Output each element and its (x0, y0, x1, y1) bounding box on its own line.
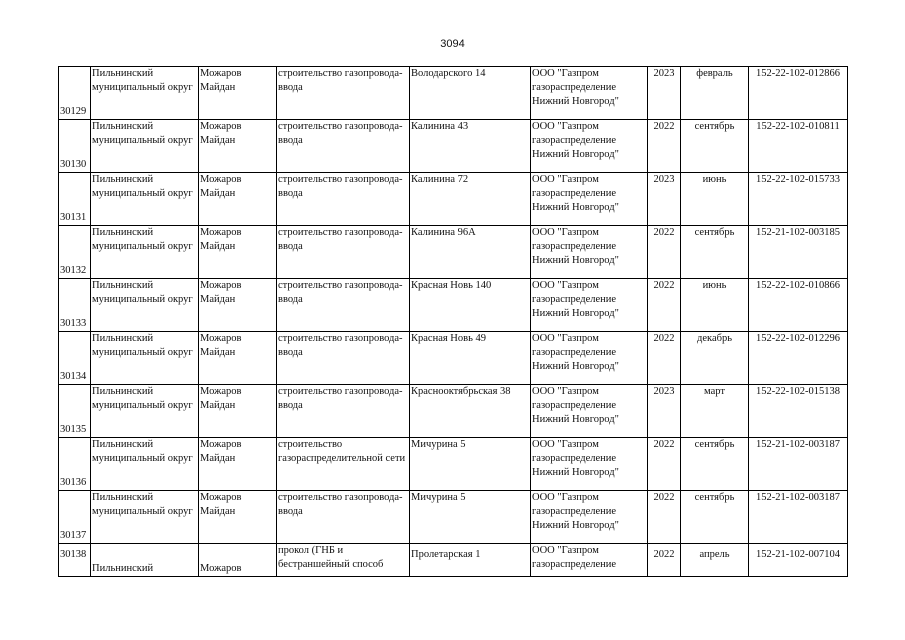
cell-settlement (199, 279, 277, 332)
cell-settlement-line: Можаров (200, 492, 242, 503)
cell-code: 152-22-102-015138 (749, 385, 848, 438)
table-row (59, 491, 848, 544)
cell-settlement-line: Можаров (200, 280, 242, 291)
cell-work-type-line: ввода (278, 241, 303, 252)
cell-organization-line: ООО "Газпром (532, 333, 599, 344)
cell-settlement-line: Можаров (200, 333, 242, 344)
table-row (59, 279, 848, 332)
cell-organization-line: Нижний Новгород" (532, 361, 619, 372)
cell-settlement (199, 544, 277, 577)
cell-organization (531, 120, 648, 173)
cell-work-type-line: строительство газопровода- (278, 386, 403, 397)
cell-district-line: Пильнинский (92, 280, 154, 291)
cell-address: Краснооктябрьская 38 (410, 385, 531, 438)
cell-code: 152-22-102-012866 (749, 67, 848, 120)
cell-month: декабрь (681, 332, 749, 385)
cell-work-type-line: строительство газопровода- (278, 68, 403, 79)
cell-district-line: муниципальный округ (92, 135, 193, 146)
cell-address: Калинина 72 (410, 173, 531, 226)
table-row (59, 332, 848, 385)
cell-organization-line: газораспределение (532, 188, 617, 199)
cell-number: 30135 (59, 385, 91, 438)
cell-organization-line: ООО "Газпром (532, 68, 599, 79)
cell-organization (531, 385, 648, 438)
cell-settlement-line: Майдан (200, 294, 236, 305)
cell-number: 30134 (59, 332, 91, 385)
cell-address: Мичурина 5 (410, 438, 531, 491)
cell-organization-line: ООО "Газпром (532, 121, 599, 132)
cell-district-line: муниципальный округ (92, 241, 193, 252)
cell-work-type-line: строительство (278, 439, 343, 450)
cell-organization-line: газораспределение (532, 82, 617, 93)
cell-work-type-line: бестраншейный способ (278, 559, 384, 570)
cell-year: 2022 (648, 544, 681, 577)
cell-work-type-line: строительство газопровода- (278, 492, 403, 503)
cell-organization (531, 279, 648, 332)
cell-district-line: муниципальный округ (92, 347, 193, 358)
cell-work-type-line: ввода (278, 400, 303, 411)
cell-work-type (277, 438, 410, 491)
cell-district (91, 491, 199, 544)
cell-district (91, 385, 199, 438)
cell-month: февраль (681, 67, 749, 120)
cell-district-line: муниципальный округ (92, 188, 193, 199)
cell-district-line: Пильнинский (92, 492, 154, 503)
cell-organization-line: газораспределение (532, 559, 617, 570)
cell-year: 2023 (648, 385, 681, 438)
cell-year: 2022 (648, 332, 681, 385)
cell-work-type-line: ввода (278, 347, 303, 358)
cell-settlement (199, 173, 277, 226)
cell-organization (531, 544, 648, 577)
cell-settlement-line: Можаров (200, 563, 242, 574)
cell-settlement-line: Майдан (200, 347, 236, 358)
cell-code: 152-22-102-010866 (749, 279, 848, 332)
cell-district-line: Пильнинский (92, 227, 154, 238)
cell-organization-line: ООО "Газпром (532, 227, 599, 238)
cell-settlement-line: Можаров (200, 439, 242, 450)
cell-district-line: Пильнинский (92, 68, 154, 79)
cell-organization-line: Нижний Новгород" (532, 202, 619, 213)
cell-month: июнь (681, 173, 749, 226)
cell-settlement-line: Можаров (200, 68, 242, 79)
cell-work-type (277, 332, 410, 385)
cell-number: 30133 (59, 279, 91, 332)
cell-work-type (277, 544, 410, 577)
cell-work-type-line: ввода (278, 135, 303, 146)
cell-number: 30137 (59, 491, 91, 544)
cell-year: 2022 (648, 438, 681, 491)
cell-district-line: муниципальный округ (92, 453, 193, 464)
cell-number: 30136 (59, 438, 91, 491)
cell-organization (531, 173, 648, 226)
cell-year: 2022 (648, 226, 681, 279)
cell-organization-line: газораспределение (532, 241, 617, 252)
cell-work-type-line: ввода (278, 506, 303, 517)
cell-settlement (199, 385, 277, 438)
cell-settlement-line: Можаров (200, 227, 242, 238)
cell-organization-line: газораспределение (532, 506, 617, 517)
cell-work-type-line: строительство газопровода- (278, 174, 403, 185)
cell-number: 30130 (59, 120, 91, 173)
cell-district-line: муниципальный округ (92, 506, 193, 517)
cell-settlement (199, 332, 277, 385)
cell-work-type-line: строительство газопровода- (278, 227, 403, 238)
cell-year: 2022 (648, 491, 681, 544)
registry-rows (59, 67, 848, 577)
cell-organization (531, 332, 648, 385)
cell-organization (531, 438, 648, 491)
cell-month: сентябрь (681, 120, 749, 173)
cell-district (91, 173, 199, 226)
table-row (59, 120, 848, 173)
cell-address: Красная Новь 140 (410, 279, 531, 332)
cell-organization-line: Нижний Новгород" (532, 414, 619, 425)
cell-organization-line: газораспределение (532, 294, 617, 305)
cell-settlement (199, 120, 277, 173)
cell-work-type-line: ввода (278, 82, 303, 93)
cell-work-type (277, 279, 410, 332)
cell-month: март (681, 385, 749, 438)
table-row (59, 385, 848, 438)
cell-work-type-line: ввода (278, 188, 303, 199)
cell-organization-line: газораспределение (532, 347, 617, 358)
cell-district (91, 544, 199, 577)
cell-settlement-line: Можаров (200, 174, 242, 185)
cell-settlement-line: Майдан (200, 506, 236, 517)
cell-organization-line: Нижний Новгород" (532, 255, 619, 266)
cell-district (91, 226, 199, 279)
cell-month: июнь (681, 279, 749, 332)
cell-district (91, 332, 199, 385)
table-row (59, 67, 848, 120)
cell-work-type-line: ввода (278, 294, 303, 305)
cell-work-type (277, 67, 410, 120)
cell-organization-line: ООО "Газпром (532, 174, 599, 185)
cell-district (91, 438, 199, 491)
cell-district (91, 120, 199, 173)
cell-settlement (199, 438, 277, 491)
cell-work-type-line: газораспределительной сети (278, 453, 406, 464)
cell-settlement-line: Майдан (200, 453, 236, 464)
cell-work-type (277, 226, 410, 279)
cell-settlement-line: Майдан (200, 82, 236, 93)
table-row (59, 226, 848, 279)
cell-settlement-line: Майдан (200, 188, 236, 199)
cell-work-type (277, 491, 410, 544)
cell-organization (531, 226, 648, 279)
cell-organization-line: газораспределение (532, 135, 617, 146)
cell-work-type (277, 173, 410, 226)
cell-district (91, 67, 199, 120)
cell-district-line: муниципальный округ (92, 82, 193, 93)
cell-address: Пролетарская 1 (410, 544, 531, 577)
cell-address: Красная Новь 49 (410, 332, 531, 385)
cell-settlement (199, 67, 277, 120)
cell-district-line: Пильнинский (92, 563, 154, 574)
cell-month: апрель (681, 544, 749, 577)
cell-year: 2022 (648, 120, 681, 173)
cell-number: 30132 (59, 226, 91, 279)
cell-district-line: Пильнинский (92, 386, 154, 397)
table-row (59, 173, 848, 226)
cell-settlement-line: Можаров (200, 121, 242, 132)
cell-work-type-line: строительство газопровода- (278, 333, 403, 344)
cell-organization-line: Нижний Новгород" (532, 467, 619, 478)
cell-settlement (199, 491, 277, 544)
registry-table (58, 66, 848, 577)
cell-organization-line: ООО "Газпром (532, 439, 599, 450)
cell-settlement-line: Майдан (200, 400, 236, 411)
cell-code: 152-21-102-003185 (749, 226, 848, 279)
cell-code: 152-21-102-003187 (749, 491, 848, 544)
cell-organization-line: ООО "Газпром (532, 386, 599, 397)
cell-organization (531, 491, 648, 544)
cell-settlement (199, 226, 277, 279)
cell-work-type-line: строительство газопровода- (278, 121, 403, 132)
cell-organization-line: ООО "Газпром (532, 492, 599, 503)
cell-organization-line: ООО "Газпром (532, 545, 599, 556)
cell-number: 30129 (59, 67, 91, 120)
page-number: 3094 (440, 38, 465, 50)
cell-code: 152-22-102-010811 (749, 120, 848, 173)
cell-address: Калинина 96А (410, 226, 531, 279)
cell-organization-line: ООО "Газпром (532, 280, 599, 291)
cell-year: 2023 (648, 173, 681, 226)
cell-organization-line: Нижний Новгород" (532, 520, 619, 531)
cell-settlement-line: Можаров (200, 386, 242, 397)
cell-month: сентябрь (681, 226, 749, 279)
cell-settlement-line: Майдан (200, 241, 236, 252)
cell-district-line: Пильнинский (92, 174, 154, 185)
cell-month: сентябрь (681, 491, 749, 544)
cell-district-line: муниципальный округ (92, 294, 193, 305)
cell-district-line: Пильнинский (92, 333, 154, 344)
cell-year: 2022 (648, 279, 681, 332)
cell-address: Калинина 43 (410, 120, 531, 173)
cell-work-type-line: строительство газопровода- (278, 280, 403, 291)
cell-address: Володарского 14 (410, 67, 531, 120)
cell-code: 152-22-102-012296 (749, 332, 848, 385)
cell-organization-line: газораспределение (532, 453, 617, 464)
cell-organization-line: Нижний Новгород" (532, 308, 619, 319)
cell-organization (531, 67, 648, 120)
cell-address: Мичурина 5 (410, 491, 531, 544)
cell-year: 2023 (648, 67, 681, 120)
cell-month: сентябрь (681, 438, 749, 491)
cell-organization-line: газораспределение (532, 400, 617, 411)
table-row (59, 544, 848, 577)
cell-district-line: муниципальный округ (92, 400, 193, 411)
cell-district (91, 279, 199, 332)
cell-district-line: Пильнинский (92, 121, 154, 132)
cell-district-line: Пильнинский (92, 439, 154, 450)
table-row (59, 438, 848, 491)
cell-number: 30131 (59, 173, 91, 226)
cell-organization-line: Нижний Новгород" (532, 149, 619, 160)
cell-code: 152-21-102-003187 (749, 438, 848, 491)
cell-settlement-line: Майдан (200, 135, 236, 146)
cell-number: 30138 (59, 544, 91, 577)
cell-work-type-line: прокол (ГНБ и (278, 545, 344, 556)
cell-work-type (277, 385, 410, 438)
cell-work-type (277, 120, 410, 173)
cell-code: 152-21-102-007104 (749, 544, 848, 577)
cell-organization-line: Нижний Новгород" (532, 96, 619, 107)
cell-code: 152-22-102-015733 (749, 173, 848, 226)
